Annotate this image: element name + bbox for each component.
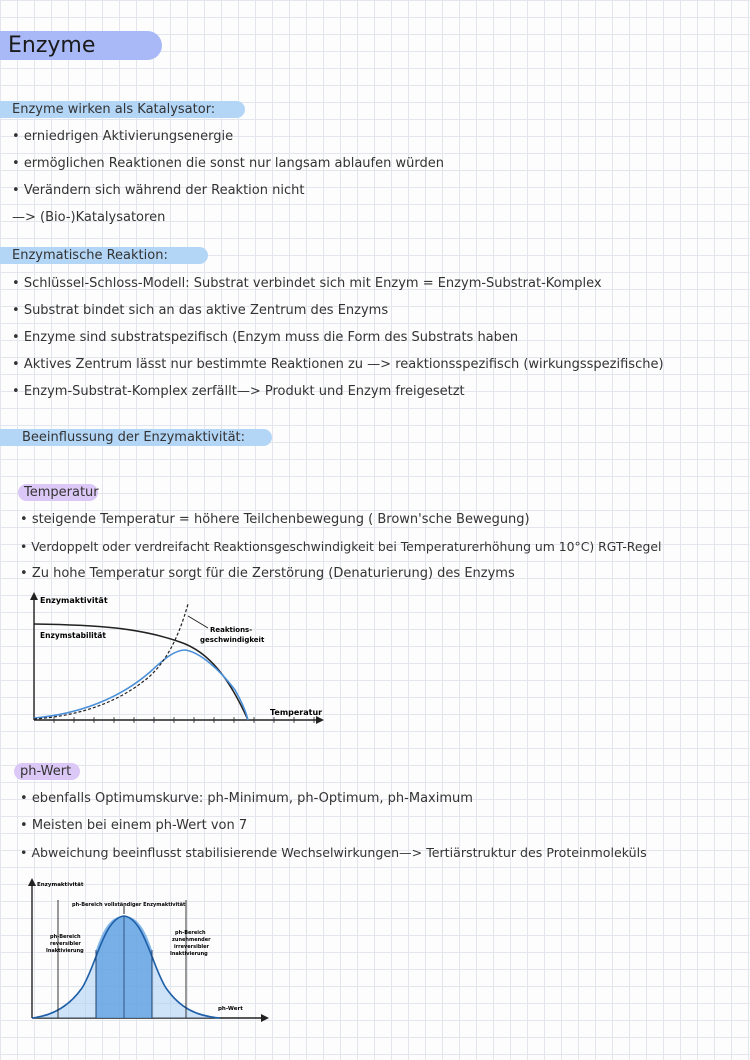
x-axis-label: ph-Wert <box>218 1006 243 1012</box>
list-item: • Substrat bindet sich an das aktive Zentrum des Enzyms <box>12 302 388 319</box>
list-item: • Verändern sich während der Reaktion nicht <box>12 182 304 199</box>
temperature-chart <box>20 590 340 730</box>
section-heading-katalysator <box>0 101 215 118</box>
list-item: • steigende Temperatur = höhere Teilchenbewegung ( Brown'sche Bewegung) <box>20 511 530 528</box>
x-axis-label: Temperatur <box>270 708 323 717</box>
irreversible-label-1: ph-Bereich <box>175 930 206 936</box>
rate-curve <box>34 604 188 719</box>
heading-text: ph-Wert <box>20 764 72 779</box>
y-axis-arrow <box>28 878 36 886</box>
list-item: • ermöglichen Reaktionen die sonst nur langsam ablaufen würden <box>12 155 444 172</box>
subheading-temperatur <box>18 484 99 501</box>
y-axis-label: Enzymaktivität <box>37 882 84 888</box>
heading-text: Beeinflussung der Enzymaktivität: <box>22 430 246 445</box>
section-heading-beeinflussung <box>0 429 245 446</box>
ph-chart <box>20 876 280 1026</box>
heading-text: Enzyme wirken als Katalysator: <box>12 102 216 117</box>
list-item: • Meisten bei einem ph-Wert von 7 <box>20 817 247 834</box>
heading-text: Temperatur <box>24 485 99 500</box>
annotation-arrow <box>188 616 208 628</box>
y-axis-arrow <box>30 592 38 600</box>
y-axis-label: Enzymaktivität <box>40 596 108 605</box>
list-item: • Abweichung beeinflusst stabilisierende Wechselwirkungen—> Tertiärstruktur des Proteinmoleküls <box>20 844 647 861</box>
irreversible-label-2: zunehmender <box>172 937 211 943</box>
list-item: • Aktives Zentrum lässt nur bestimmte Reaktionen zu —> reaktionsspezifisch (wirkungsspezifische) <box>12 356 664 373</box>
reversible-label-2: reversibler <box>50 941 81 947</box>
x-axis-arrow <box>261 1014 269 1022</box>
list-item: • Schlüssel-Schloss-Modell: Substrat verbindet sich mit Enzym = Enzym-Substrat-Komplex <box>12 275 602 292</box>
list-item: • Enzym-Substrat-Komplex zerfällt—> Produkt und Enzym freigesetzt <box>12 383 465 400</box>
heading-text: Enzymatische Reaktion: <box>12 248 168 263</box>
activity-curve <box>34 650 248 720</box>
rate-label-2: geschwindigkeit <box>200 636 265 644</box>
list-item: —> (Bio-)Katalysatoren <box>12 210 166 225</box>
optimum-range-label: ph-Bereich vollständiger Enzymaktivität <box>72 902 186 908</box>
rate-label-1: Reaktions- <box>210 626 253 634</box>
reversible-label-3: Inaktivierung <box>46 948 84 954</box>
stability-label: Enzymstabilität <box>40 631 106 640</box>
irreversible-label-3: irreversibler <box>174 944 209 950</box>
list-item: • Verdoppelt oder verdreifacht Reaktionsgeschwindigkeit bei Temperaturerhöhung um 10°C) RGT-Regel <box>20 538 661 555</box>
list-item: • Enzyme sind substratspezifisch (Enzym muss die Form des Substrats haben <box>12 329 518 346</box>
x-axis-arrow <box>316 716 324 724</box>
list-item: • Zu hohe Temperatur sorgt für die Zerstörung (Denaturierung) des Enzyms <box>20 565 515 582</box>
list-item: • erniedrigen Aktivierungsenergie <box>12 128 233 145</box>
page-title: Enzyme <box>0 31 162 60</box>
section-heading-reaktion <box>0 247 168 264</box>
irreversible-label-4: Inaktivierung <box>170 951 208 957</box>
list-item: • ebenfalls Optimumskurve: ph-Minimum, ph-Optimum, ph-Maximum <box>20 790 473 807</box>
subheading-phwert <box>14 763 71 780</box>
reversible-label-1: ph-Bereich <box>50 934 81 940</box>
